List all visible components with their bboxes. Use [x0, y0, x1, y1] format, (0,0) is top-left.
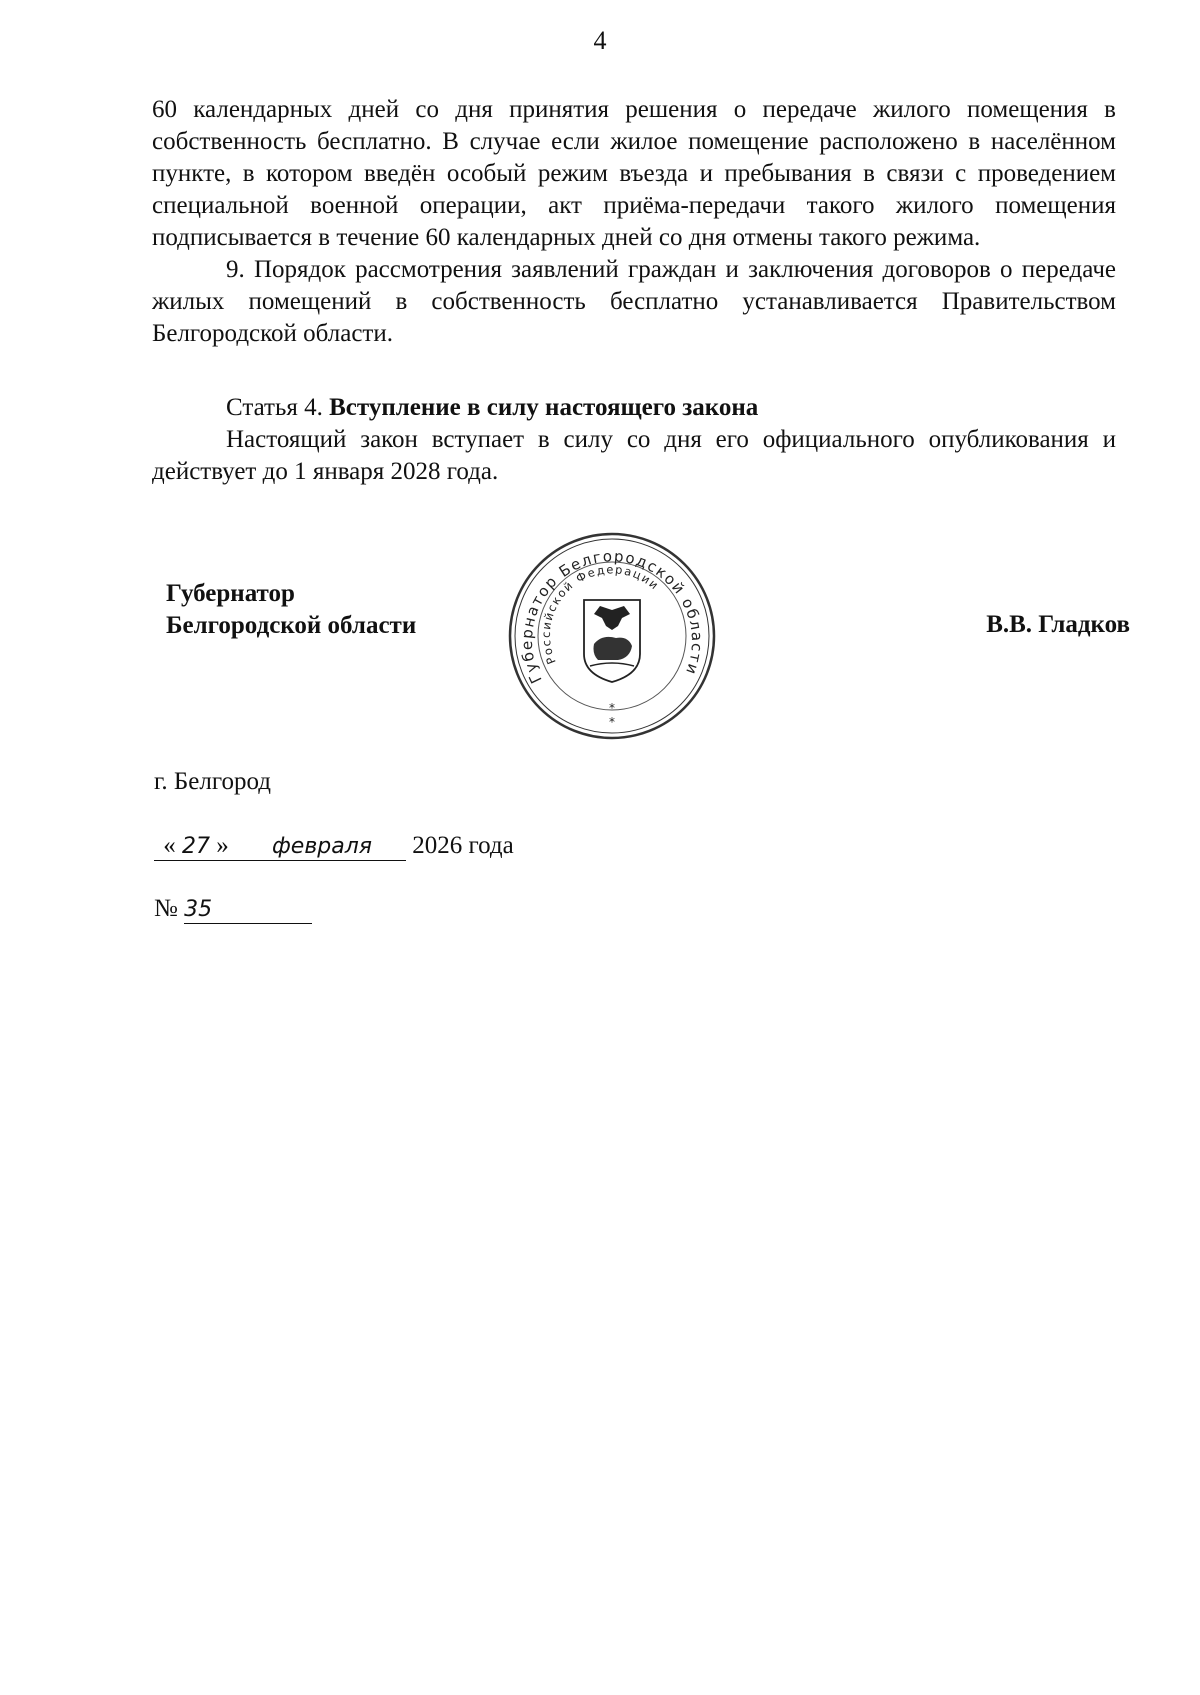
number-sign: № [154, 895, 178, 922]
official-seal [506, 530, 718, 742]
coat-of-arms-icon [584, 600, 640, 682]
signatory-position-line2: Белгородской области [166, 612, 417, 639]
place-of-signing: г. Белгород [154, 768, 271, 795]
seal-outer-text: Губернатор Белгородской области [517, 547, 707, 687]
seal-star-icon: * [609, 701, 615, 715]
signatory-position-line1: Губернатор [166, 580, 295, 607]
seal-star-icon: * [609, 715, 615, 729]
article-title: Вступление в силу настоящего закона [329, 394, 759, 421]
article-heading [152, 392, 1116, 424]
date-day-field [154, 832, 238, 861]
number-field [184, 895, 312, 924]
date-year: 2026 года [412, 832, 514, 859]
spacer [152, 350, 1116, 392]
date-open-quote: « [163, 832, 176, 859]
article-label: Статья 4. [226, 394, 323, 421]
date-day: 27 [182, 834, 210, 859]
signatory-name: В.В. Гладков [986, 611, 1130, 638]
paragraph-item-9: 9. Порядок рассмотрения заявлений граждан и заключения договоров о передаче жилых помещений в собственность бесплатно устанавливается Правительством Белгородской области. [152, 256, 1116, 347]
number-value: 35 [184, 897, 213, 922]
date-month-field [238, 832, 406, 861]
article-text: Настоящий закон вступает в силу со дня его официального опубликования и действует до 1 января 2028 года. [152, 426, 1116, 485]
page-number: 4 [593, 26, 607, 55]
paragraph-continuation: 60 календарных дней со дня принятия решения о передаче жилого помещения в собственность бесплатно. В случае если жилое помещение расположено в населённом пункте, в котором введён особый режим въезда и пребывания в связи с проведением специальной военной операции, акт приёма-передачи такого жилого помещения подписывается в течение 60 календарных дней со дня отмены такого режима. [152, 96, 1116, 251]
signing-date [154, 832, 514, 861]
document-body [152, 94, 1116, 488]
date-close-quote: » [216, 832, 229, 859]
date-month: февраля [271, 834, 373, 859]
signatory-position [166, 578, 416, 642]
document-number [154, 895, 312, 924]
seal-inner-text: Российской Федерации [538, 562, 663, 667]
